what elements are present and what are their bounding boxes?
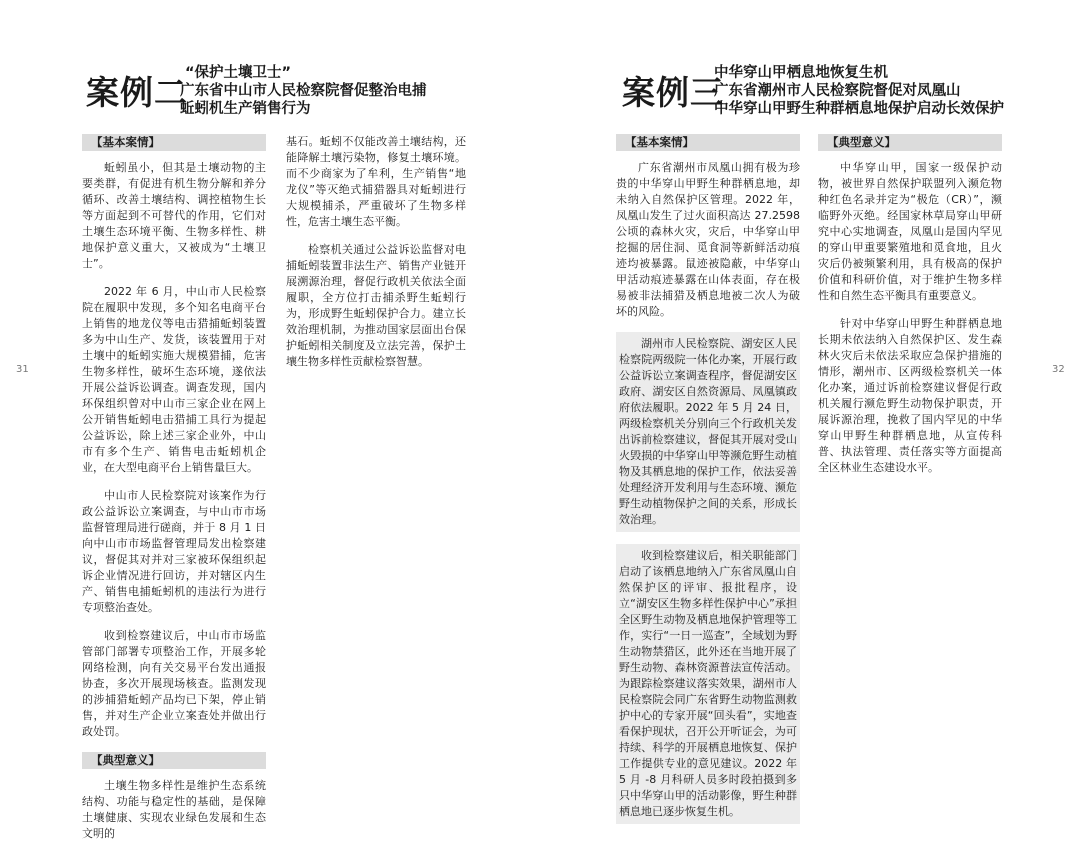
paragraph: 湖州市人民检察院、湖安区人民检察院两级院一体化办案，开展行政公益诉讼立案调查程序，督促湖安区政府、湖安区自然资源局、凤凰镇政府依法履职。2022 年 5 月 24 日，两级检察机关分别向三个行政机关发出诉前检察建议，督促其开展对受山火毁损的中华穿山甲等濒危野生动植物及其栖息地的保护工作，依法妥善处理经济开发利用与生态环境、濒危野生动植物保护之间的关系，形成长效治理。 xyxy=(619,337,797,526)
paragraph: 中华穿山甲，国家一级保护动物，被世界自然保护联盟列入濒危物种红色名录并定为“极危（CR）”，濒临野外灭绝。经国家林草局穿山甲研究中心实地调查，凤凰山是国内罕见的穿山甲重要繁殖地和觅食地，且火灾后仍被频繁利用，具有极高的保护价值和科研价值，对于维护生物多样性和自然生态平衡具有重要意义。 xyxy=(818,161,1002,302)
paragraph: 针对中华穿山甲野生种群栖息地长期未依法纳入自然保护区、发生森林火灾后未依法采取应急保护措施的情形，潮州市、区两级检察机关一体化办案，通过诉前检察建议督促行政机关履行濒危野生动物保护职责，开展诉源治理，挽救了国内罕见的中华穿山甲野生种群栖息地，从宣传科普、执法管理、责任落实等方面提高全区林业生态建设水平。 xyxy=(818,317,1002,474)
paragraph: 广东省潮州市凤凰山拥有极为珍贵的中华穿山甲野生种群栖息地，却未纳入自然保护区管理。2022 年，凤凰山发生了过火面积高达 27.2598 公顷的森林火灾，灾后，中华穿山甲挖掘的居住洞、觅食洞等新鲜活动痕迹均被暴露。鼠迹被隐蔽，中华穿山甲活动痕迹暴露在山体表面，存在极易被非法捕猎及栖息地被二次人为破坏的风险。 xyxy=(616,161,800,318)
section-head-basic-facts: 【基本案情】 xyxy=(82,134,266,151)
section-head-significance: 【典型意义】 xyxy=(82,752,266,769)
case-three-label: 案例三 xyxy=(622,73,724,112)
highlight-box xyxy=(616,332,800,532)
section-head-basic-facts: 【基本案情】 xyxy=(616,134,800,151)
page-number-right: 32 xyxy=(1052,364,1065,375)
case-three-column-1 xyxy=(616,134,800,824)
page-number-left: 31 xyxy=(16,364,29,375)
paragraph: 中山市人民检察院对该案作为行政公益诉讼立案调查，与中山市市场监督管理局进行磋商，并于 8 月 1 日向中山市市场监督管理局发出检察建议，督促其对并对三家被环保组织起诉企业情况进行回访，并对辖区内生产、销售电捕蚯蚓机的违法行为进行专项整治查处。 xyxy=(82,489,266,614)
case-two-title-line-2: 广东省中山市人民检察院督促整治电捕 xyxy=(180,83,427,99)
paragraph: 检察机关通过公益诉讼监督对电捕蚯蚓装置非法生产、销售产业链开展溯源治理，督促行政机关依法全面履职，全方位打击捕杀野生蚯蚓行为，形成野生蚯蚓保护合力。建立长效治理机制，为推动国家层面出台保护蚯蚓相关制度及立法完善，保护土壤生物多样性贡献检察智慧。 xyxy=(286,243,466,368)
paragraph: 蚯蚓虽小，但其是土壤动物的主要类群，有促进有机生物分解和养分循环、改善土壤结构、调控植物生长等方面起到不可替代的作用，它们对土壤生态环境平衡、生物多样性、耕地保护意义重大，又被成为“土壤卫士”。 xyxy=(82,161,266,270)
case-two-column-1 xyxy=(82,134,266,842)
case-three-title-line-3: 中华穿山甲野生种群栖息地保护启动长效保护 xyxy=(714,101,1004,117)
paragraph: 收到检察建议后，中山市市场监管部门部署专项整治工作，开展多轮网络检测，向有关交易平台发出通报协查，多次开展现场核查。监测发现的涉捕猎蚯蚓产品均已下架，停止销售，并对生产企业立案查处并做出行政处罚。 xyxy=(82,629,266,738)
case-three-column-2 xyxy=(818,134,1002,476)
case-two-label: 案例二 xyxy=(86,73,188,112)
case-two-title-line-1: “保护土壤卫士” xyxy=(185,65,292,81)
case-two-title xyxy=(180,64,427,118)
case-three-title xyxy=(714,64,1004,118)
case-three-title-line-2: 广东省潮州市人民检察院督促对凤凰山 xyxy=(714,83,961,99)
paragraph: 基石。蚯蚓不仅能改善土壤结构，还能降解土壤污染物，修复土壤环境。而不少商家为了牟利，生产销售“地龙仪”等灭绝式捕猎器具对蚯蚓进行大规模捕杀，严重破坏了生物多样性，危害土壤生态平衡。 xyxy=(286,135,466,228)
case-two-column-2 xyxy=(286,134,466,370)
section-head-significance: 【典型意义】 xyxy=(818,134,1002,151)
case-two-title-line-3: 蚯蚓机生产销售行为 xyxy=(180,101,311,117)
paragraph: 收到检察建议后，相关职能部门启动了该栖息地纳入广东省凤凰山自然保护区的评审、报批程序，设立“湖安区生物多样性保护中心”承担全区野生动物及栖息地保护管理等工作，实行“一日一巡查”，全域划为野生动物禁猎区，此外还在当地开展了野生动物、森林资源普法宣传活动。为跟踪检察建议落实效果，湖州市人民检察院会同广东省野生动物监测救护中心的专家开展“回头看”，实地查看保护现状，召开公开听证会，为可持续、科学的开展栖息地恢复、保护工作提供专业的意见建议。2022 年 5 月 -8 月科研人员多时段拍摄到多只中华穿山甲的活动影像，野生种群栖息地已逐步恢复生机。 xyxy=(619,549,797,818)
highlight-box xyxy=(616,544,800,824)
paragraph: 土壤生物多样性是维护生态系统结构、功能与稳定性的基础，是保障土壤健康、实现农业绿色发展和生态文明的 xyxy=(82,779,266,840)
case-three-title-line-1: 中华穿山甲栖息地恢复生机 xyxy=(714,65,888,81)
paragraph: 2022 年 6 月，中山市人民检察院在履职中发现，多个知名电商平台上销售的地龙仪等电击猎捕蚯蚓装置多为中山生产、发货，该装置用于对土壤中的蚯蚓实施大规模猎捕，危害生物多样性，破坏生态环境，遂依法开展公益诉讼调查。调查发现，国内环保组织曾对中山市三家企业在网上公开销售蚯蚓电击猎捕工具行为提起公益诉讼，除上述三家企业外，中山市有多个生产、销售电击蚯蚓机企业，在大型电商平台上销售量巨大。 xyxy=(82,285,266,474)
